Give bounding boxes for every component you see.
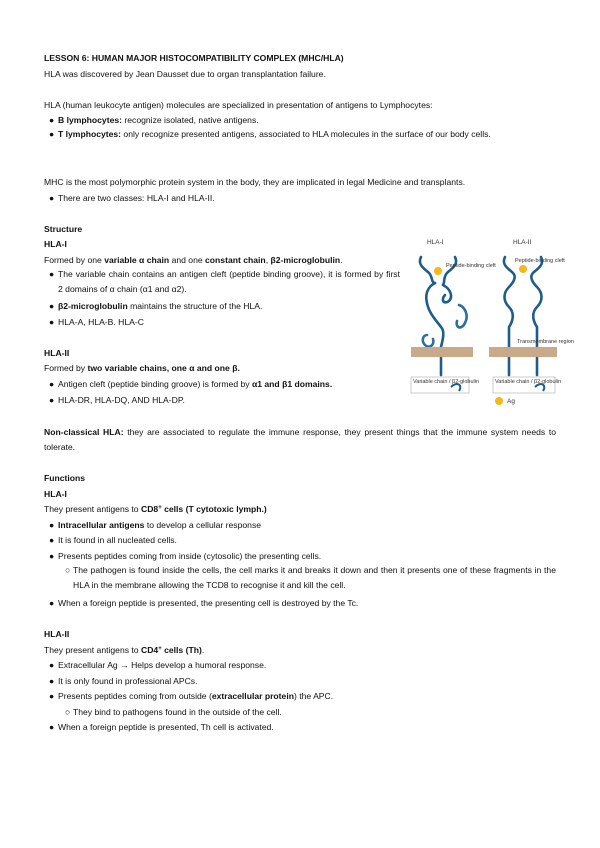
bullet-dot-icon: ● (49, 301, 55, 311)
bullet-dot-icon: ● (49, 551, 55, 561)
functions-hla2-bullet-extracellular: ● Extracellular Ag → Helps develop a humoral response. (49, 660, 267, 670)
legend-right-text: Variable chain / β2-globulin (495, 379, 562, 385)
bullet-dot-icon: ● (49, 395, 55, 405)
hla2-membrane (489, 347, 557, 357)
bullet-dot-icon: ● (49, 379, 55, 389)
figure-label-cleft-right: Peptide-binding cleft (515, 258, 565, 264)
structure-hla1-bullet-b2m: ● β2-microglobulin maintains the structure of the HLA. (49, 301, 263, 311)
functions-hla2-intro: They present antigens to CD4+ cells (Th). (44, 645, 205, 655)
bullet-dot-icon: ● (49, 317, 55, 327)
bullet-dot-icon: ● (49, 598, 55, 608)
hla2-antigen-icon (519, 265, 527, 273)
hla2-chain-icon (504, 257, 542, 375)
bullet-t-lymphocytes: ● T lymphocytes: only recognize presented antigens, associated to HLA molecules in the surface of our body cells. (58, 127, 556, 142)
bullet-dot-icon: ● (49, 115, 55, 125)
bullet-dot-icon: ● (49, 660, 55, 670)
structure-hla1-bullet-chain: ● The variable chain contains an antigen cleft (peptide binding groove), it is formed by first 2 domains of α chain (α1 and α2). (49, 269, 400, 295)
functions-hla1-sub-pathogen: ○ The pathogen is found inside the cells, the cell marks it and breaks it down and then it presents one of these fragments in the HLA in the membrane allowing the TCD8 to recognise it and kill the cell. (65, 565, 556, 591)
structure-hla1-bullet-loci: ● HLA-A, HLA-B. HLA-C (49, 317, 144, 327)
functions-hla1-bullet-destroyed: ● When a foreign peptide is presented, the presenting cell is destroyed by the Tc. (49, 598, 359, 608)
functions-hla2-bullet-outside: ● Presents peptides coming from outside (extracellular protein) the APC. (49, 691, 334, 701)
functions-hla2-bullet-activated: ● When a foreign peptide is presented, Th cell is activated. (49, 722, 274, 732)
structure-hla2-intro: Formed by two variable chains, one α and one β. (44, 363, 240, 373)
bullet-two-classes: ● There are two classes: HLA-I and HLA-II. (49, 193, 215, 203)
functions-hla1-intro: They present antigens to CD8+ cells (T cytotoxic lymph.) (44, 504, 267, 514)
sub-bullet-circle-icon: ○ (65, 707, 71, 717)
functions-heading: Functions (44, 473, 86, 483)
structure-hla2-bullet-loci: ● HLA-DR, HLA-DQ, AND HLA-DP. (49, 395, 185, 405)
legend-left-text: Variable chain / β2-globulin (413, 379, 480, 385)
structure-hla2-heading: HLA-II (44, 348, 70, 358)
bullet-dot-icon: ● (49, 269, 55, 279)
hla-definition: HLA (human leukocyte antigen) molecules are specialized in presentation of antigens to Lymphocytes: (44, 100, 433, 110)
legend-ag-text: Ag (507, 398, 515, 405)
bullet-dot-icon: ● (49, 691, 55, 701)
hla1-membrane (411, 347, 473, 357)
figure-label-membrane: Transmembrane region (517, 339, 574, 345)
bullet-dot-icon: ● (49, 676, 55, 686)
figure-label-cleft-left: Peptide-binding cleft (446, 263, 496, 269)
hla-structure-figure (409, 235, 574, 407)
structure-hla1-intro: Formed by one variable α chain and one constant chain, β2-microglobulin. (44, 255, 343, 265)
lesson-title: LESSON 6: HUMAN MAJOR HISTOCOMPATIBILITY COMPLEX (MHC/HLA) (44, 53, 344, 63)
legend-antigen-icon (495, 397, 503, 405)
hla1-chain-icon (420, 257, 467, 375)
functions-hla1-bullet-inside: ● Presents peptides coming from inside (cytosolic) the presenting cells. (49, 551, 322, 561)
intro-paragraph: HLA was discovered by Jean Dausset due to organ transplantation failure. (44, 69, 326, 79)
bullet-dot-icon: ● (49, 193, 55, 203)
functions-hla2-heading: HLA-II (44, 629, 70, 639)
functions-hla2-sub-bind: ○ They bind to pathogens found in the outside of the cell. (65, 707, 282, 717)
mhc-definition: MHC is the most polymorphic protein system in the body, they are implicated in legal Medicine and transplants. (44, 177, 466, 187)
bullet-dot-icon: ● (49, 535, 55, 545)
functions-hla1-heading: HLA-I (44, 489, 67, 499)
nonclassical-paragraph: Non-classical HLA: they are associated to regulate the immune response, they present things that the immune system needs to tolerate. (44, 427, 556, 453)
figure-title-hla1: HLA-I (427, 239, 444, 246)
structure-hla2-bullet-cleft: ● Antigen cleft (peptide binding groove) is formed by α1 and β1 domains. (49, 379, 333, 389)
hla1-antigen-icon (434, 267, 442, 275)
bullet-dot-icon: ● (49, 520, 55, 530)
structure-hla1-heading: HLA-I (44, 239, 67, 249)
figure-title-hla2: HLA-II (513, 239, 532, 246)
functions-hla1-bullet-intracellular: ● Intracellular antigens to develop a cellular response (49, 520, 262, 530)
structure-heading: Structure (44, 224, 83, 234)
functions-hla2-bullet-apcs: ● It is only found in professional APCs. (49, 676, 198, 686)
functions-hla1-bullet-nucleated: ● It is found in all nucleated cells. (49, 535, 177, 545)
sub-bullet-circle-icon: ○ (65, 565, 71, 575)
bullet-b-lymphocytes: ● B lymphocytes: recognize isolated, native antigens. (49, 115, 259, 125)
bullet-dot-icon: ● (49, 722, 55, 732)
bullet-dot-icon: ● (49, 129, 55, 139)
